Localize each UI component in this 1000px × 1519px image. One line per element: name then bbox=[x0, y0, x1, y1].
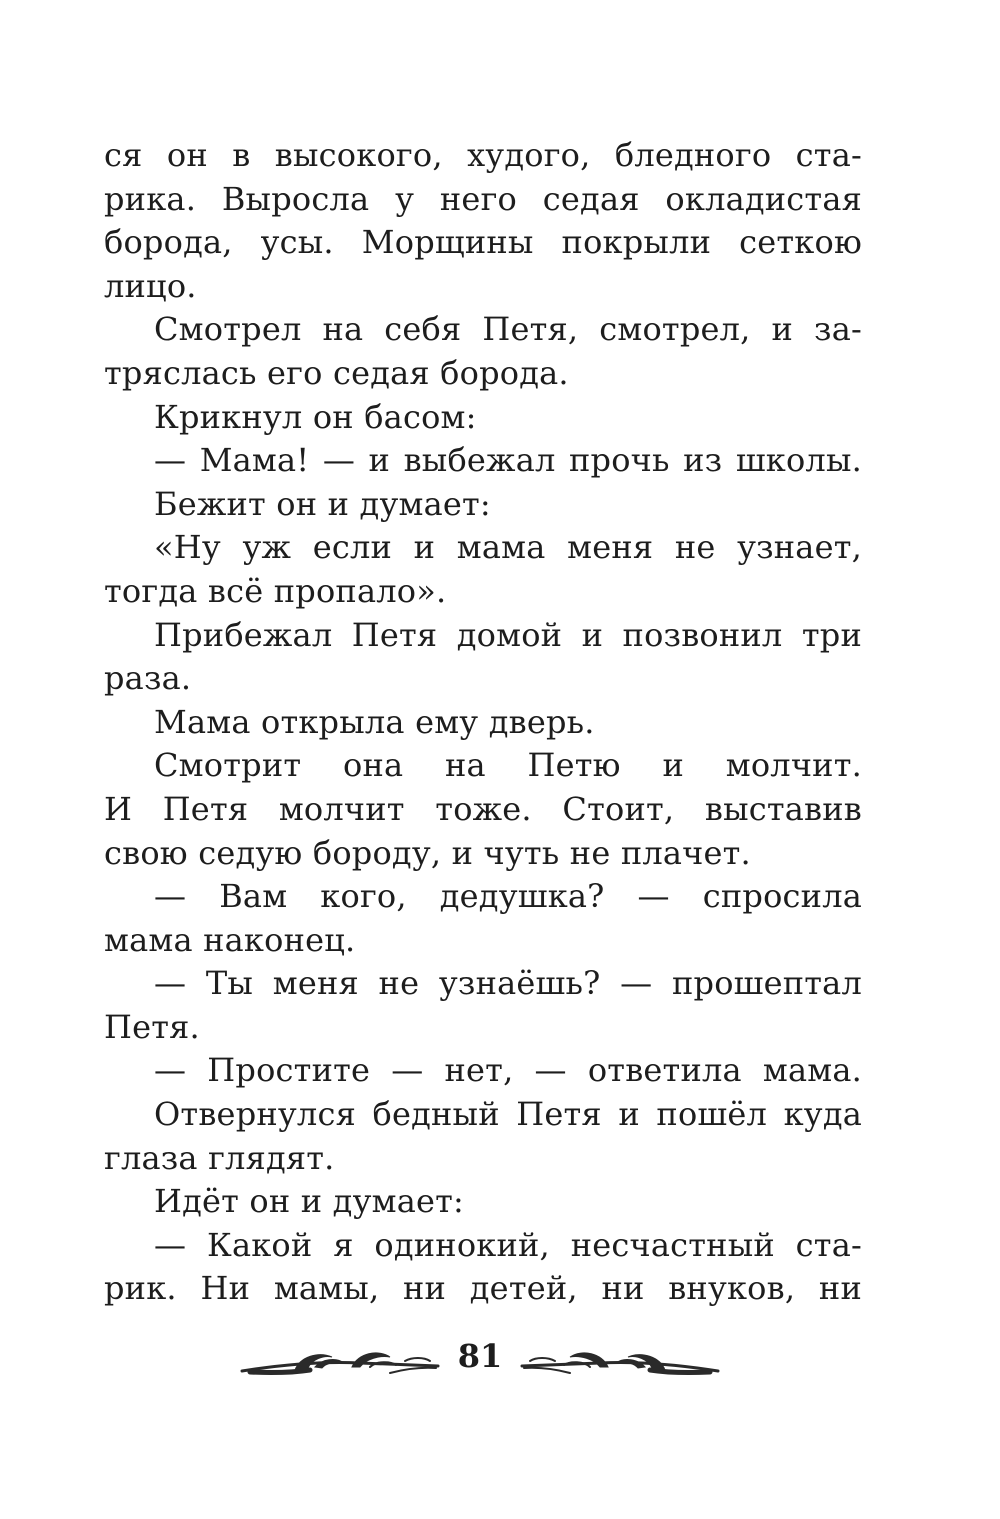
flourish-ornament-icon bbox=[520, 1343, 720, 1379]
text-line: раза. bbox=[104, 659, 192, 698]
text-line: Отвернулся бедный Петя и пошёл куда bbox=[154, 1095, 862, 1134]
text-line: — Какой я одинокий, несчастный ста- bbox=[154, 1225, 862, 1264]
text-line: — Вам кого, дедушка? — спросила bbox=[154, 877, 862, 916]
text-line: Идёт он и думает: bbox=[154, 1182, 465, 1221]
text-line: лицо. bbox=[104, 266, 197, 305]
text-line: — Простите — нет, — ответила мама. bbox=[154, 1051, 862, 1090]
text-line: Петя. bbox=[104, 1007, 200, 1046]
text-line: «Ну уж если и мама меня не узнает, bbox=[154, 528, 862, 567]
text-line: тогда всё пропало». bbox=[104, 571, 447, 610]
text-line: рик. Ни мамы, ни детей, ни внуков, ни bbox=[104, 1269, 862, 1308]
text-line: тряслась его седая борода. bbox=[104, 353, 569, 392]
text-line: мама наконец. bbox=[104, 920, 356, 959]
text-line: Смотрит она на Петю и молчит. bbox=[154, 746, 862, 785]
body-text bbox=[104, 134, 862, 1311]
text-line: Крикнул он басом: bbox=[154, 397, 477, 436]
text-line: борода, усы. Морщины покрыли сеткою bbox=[104, 223, 862, 262]
text-line: И Петя молчит тоже. Стоит, выставив bbox=[104, 789, 862, 828]
text-line: ся он в высокого, худого, бледного ста- bbox=[104, 136, 862, 174]
text-line: Мама открыла ему дверь. bbox=[154, 702, 595, 741]
text-line: рика. Выросла у него седая окладистая bbox=[104, 179, 862, 218]
text-line: свою седую бороду, и чуть не плачет. bbox=[104, 833, 751, 872]
page-number: 81 bbox=[457, 1337, 503, 1375]
text-line: глаза глядят. bbox=[104, 1138, 335, 1177]
page-footer bbox=[240, 1335, 720, 1387]
text-line: — Мама! — и выбежал прочь из школы. bbox=[154, 441, 862, 480]
text-line: — Ты меня не узнаёшь? — прошептал bbox=[154, 964, 862, 1003]
text-line: Бежит он и думает: bbox=[154, 484, 491, 523]
text-line: Смотрел на себя Петя, смотрел, и за- bbox=[154, 310, 862, 349]
text-line: Прибежал Петя домой и позвонил три bbox=[154, 615, 862, 654]
